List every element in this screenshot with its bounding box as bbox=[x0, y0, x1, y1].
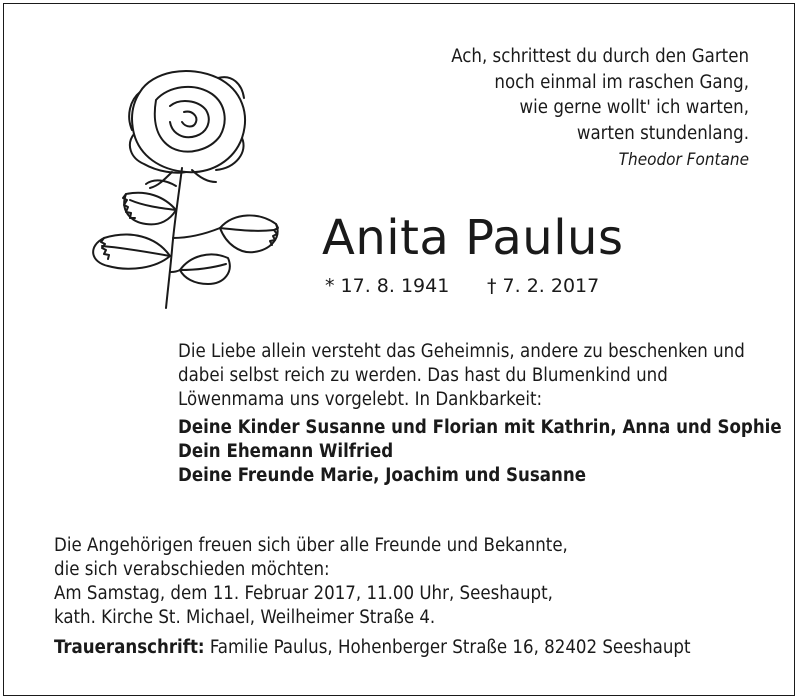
poem-line: wie gerne wollt' ich warten, bbox=[519, 97, 749, 118]
mourning-address bbox=[54, 637, 690, 658]
signer-line: Deine Freunde Marie, Joachim und Susanne bbox=[178, 465, 587, 486]
poem-line: noch einmal im raschen Gang, bbox=[494, 71, 749, 93]
farewell-info bbox=[54, 534, 568, 630]
signer-line: Dein Ehemann Wilfried bbox=[178, 441, 394, 462]
dedication-line: Löwenmama uns vorgelebt. In Dankbarkeit: bbox=[178, 389, 543, 410]
dedication-line: dabei selbst reich zu werden. Das hast du Blumenkind und bbox=[178, 365, 668, 386]
info-line: Die Angehörigen freuen sich über alle Freunde und Bekannte, bbox=[54, 535, 568, 556]
poem-author: Theodor Fontane bbox=[618, 150, 749, 170]
obituary-notice bbox=[3, 3, 795, 696]
address-label: Traueranschrift: bbox=[54, 637, 205, 658]
signers-list bbox=[178, 416, 782, 488]
info-line: Am Samstag, dem 11. Februar 2017, 11.00 Uhr, Seeshaupt, bbox=[54, 583, 553, 604]
deceased-name: Anita Paulus bbox=[322, 210, 624, 266]
poem-line: Ach, schrittest du durch den Garten bbox=[451, 46, 749, 67]
poem-line: warten stundenlang. bbox=[576, 122, 749, 144]
info-line: die sich verabschieden möchten: bbox=[54, 559, 330, 580]
info-line: kath. Kirche St. Michael, Weilheimer Straße 4. bbox=[54, 607, 436, 628]
death-date: † 7. 2. 2017 bbox=[487, 275, 600, 297]
rose-icon bbox=[60, 60, 290, 310]
birth-date: * 17. 8. 1941 bbox=[325, 275, 450, 297]
dedication-line: Die Liebe allein versteht das Geheimnis, andere zu beschenken und bbox=[178, 341, 745, 362]
poem-quote bbox=[451, 44, 749, 174]
address-text: Familie Paulus, Hohenberger Straße 16, 82402 Seeshaupt bbox=[209, 637, 691, 658]
signer-line: Deine Kinder Susanne und Florian mit Kathrin, Anna und Sophie bbox=[178, 417, 782, 438]
dedication-text bbox=[178, 340, 745, 412]
